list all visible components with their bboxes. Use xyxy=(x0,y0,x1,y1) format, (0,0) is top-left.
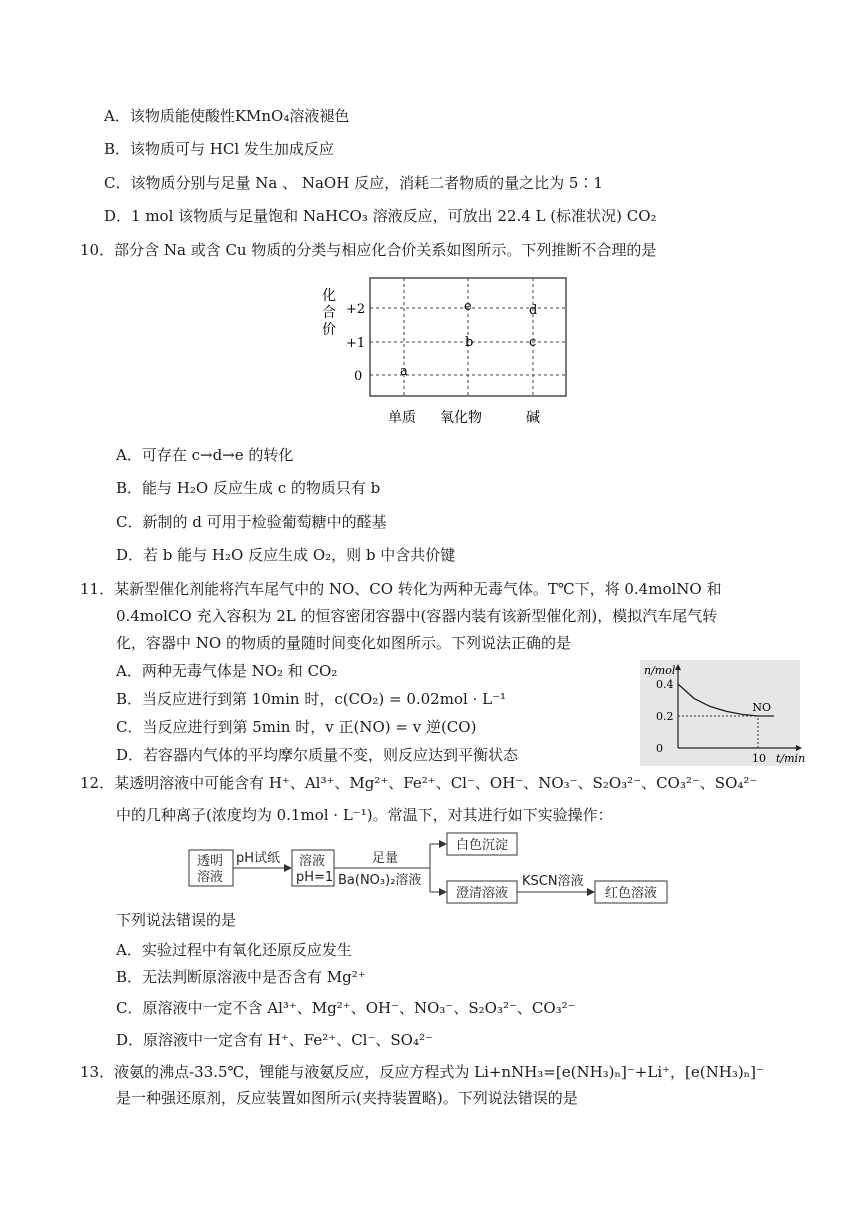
q11-stem-line1: 11．某新型催化剂能将汽车尾气中的 NO、CO 转化为两种无毒气体。T℃下，将 0.4molNO 和 xyxy=(80,580,722,598)
point-e: e xyxy=(464,299,472,314)
q12-stem-line2: 中的几种离子(浓度均为 0.1mol · L⁻¹)。常温下，对其进行如下实验操作： xyxy=(116,806,613,824)
q9-option-b: B．该物质可与 HCl 发生加成反应 xyxy=(104,140,334,158)
q11-option-d: D．若容器内气体的平均摩尔质量不变，则反应达到平衡状态 xyxy=(116,746,519,764)
point-a: a xyxy=(400,364,408,379)
q12-stem-line1: 12．某透明溶液中可能含有 H⁺、Al³⁺、Mg²⁺、Fe²⁺、Cl⁻、OH⁻、NO₃⁻、S₂O₃²⁻、CO₃²⁻、SO₄²⁻ xyxy=(80,774,758,792)
valence-ytick-plus1: +1 xyxy=(346,336,366,351)
valence-xtick-element: 单质 xyxy=(388,410,416,426)
valence-ylabel-1: 化 xyxy=(322,288,336,304)
q12-prompt: 下列说法错误的是 xyxy=(116,911,237,929)
experiment-flowchart xyxy=(188,830,678,906)
box-transparent-solution-l2: 溶液 xyxy=(197,870,224,885)
box-red-solution-text: 红色溶液 xyxy=(605,886,658,901)
chart-ylabel: n/mol xyxy=(644,664,676,677)
q9-option-c: C．该物质分别与足量 Na 、 NaOH 反应，消耗二者物质的量之比为 5∶1 xyxy=(104,174,603,192)
chart-series-label-no: NO xyxy=(752,701,772,714)
box-solution-ph1-l1: 溶液 xyxy=(299,854,326,869)
valence-xtick-base: 碱 xyxy=(526,410,540,426)
no-amount-chart xyxy=(640,660,806,766)
box-solution-ph1-l2: pH=1 xyxy=(296,870,334,885)
box-clear-solution-text: 澄清溶液 xyxy=(456,886,509,901)
q11-option-a: A．两种无毒气体是 NO₂ 和 CO₂ xyxy=(116,662,338,680)
valence-xtick-oxide: 氧化物 xyxy=(440,410,482,426)
q11-option-b: B．当反应进行到第 10min 时，c(CO₂) = 0.02mol · L⁻¹ xyxy=(116,690,506,708)
q12-option-c: C．原溶液中一定不含 Al³⁺、Mg²⁺、OH⁻、NO₃⁻、S₂O₃²⁻、CO₃²⁻ xyxy=(116,999,576,1017)
point-d: d xyxy=(529,303,538,318)
q10-option-d: D．若 b 能与 H₂O 反应生成 O₂，则 b 中含共价键 xyxy=(116,546,456,564)
valence-ytick-plus2: +2 xyxy=(346,302,366,317)
label-ba-nitrate: Ba(NO₃)₂溶液 xyxy=(338,873,422,888)
q11-stem-line3: 化，容器中 NO 的物质的量随时间变化如图所示。下列说法正确的是 xyxy=(116,634,571,652)
q13-stem-line2: 是一种强还原剂，反应装置如图所示(夹持装置略)。下列说法错误的是 xyxy=(116,1089,578,1107)
chart-ytick-label: 0.2 xyxy=(656,710,674,723)
label-ph-paper: pH试纸 xyxy=(236,851,281,866)
valence-diagram xyxy=(316,272,576,432)
chart-ytick-label: 0.4 xyxy=(656,678,674,691)
valence-ylabel-3: 价 xyxy=(322,322,336,338)
chart-ytick-label: 0 xyxy=(656,742,663,755)
valence-ytick-zero: 0 xyxy=(354,369,363,384)
box-transparent-solution-l1: 透明 xyxy=(197,854,224,869)
q11-option-c: C．当反应进行到第 5min 时，v 正(NO) = v 逆(CO) xyxy=(116,718,477,736)
q11-stem-line2: 0.4molCO 充入容积为 2L 的恒容密闭容器中(容器内装有该新型催化剂)，模拟汽车尾气转 xyxy=(116,607,718,625)
q10-option-a: A．可存在 c→d→e 的转化 xyxy=(116,446,294,464)
label-sufficient: 足量 xyxy=(372,851,399,866)
chart-xlabel: t/min xyxy=(776,752,806,765)
box-white-precipitate-text: 白色沉淀 xyxy=(456,838,509,853)
label-kscn: KSCN溶液 xyxy=(522,874,584,889)
q12-option-a: A．实验过程中有氧化还原反应发生 xyxy=(116,941,352,959)
q9-option-d: D．1 mol 该物质与足量饱和 NaHCO₃ 溶液反应，可放出 22.4 L (标准状况) CO₂ xyxy=(104,207,657,225)
point-b: b xyxy=(465,335,474,350)
q12-option-d: D．原溶液中一定含有 H⁺、Fe²⁺、Cl⁻、SO₄²⁻ xyxy=(116,1031,433,1049)
chart-xtick-label: 10 xyxy=(752,752,766,765)
valence-ylabel-2: 合 xyxy=(322,305,336,321)
q13-stem-line1: 13．液氨的沸点-33.5℃，锂能与液氨反应，反应方程式为 Li+nNH₃=[e(NH₃)ₙ]⁻+Li⁺，[e(NH₃)ₙ]⁻ xyxy=(80,1063,764,1081)
q10-option-c: C．新制的 d 可用于检验葡萄糖中的醛基 xyxy=(116,513,387,531)
q12-option-b: B．无法判断原溶液中是否含有 Mg²⁺ xyxy=(116,968,366,986)
q9-option-a: A．该物质能使酸性KMnO₄溶液褪色 xyxy=(104,107,350,125)
point-c: c xyxy=(529,335,537,350)
q10-stem: 10．部分含 Na 或含 Cu 物质的分类与相应化合价关系如图所示。下列推断不合理的是 xyxy=(80,241,657,259)
q10-option-b: B．能与 H₂O 反应生成 c 的物质只有 b xyxy=(116,479,381,497)
